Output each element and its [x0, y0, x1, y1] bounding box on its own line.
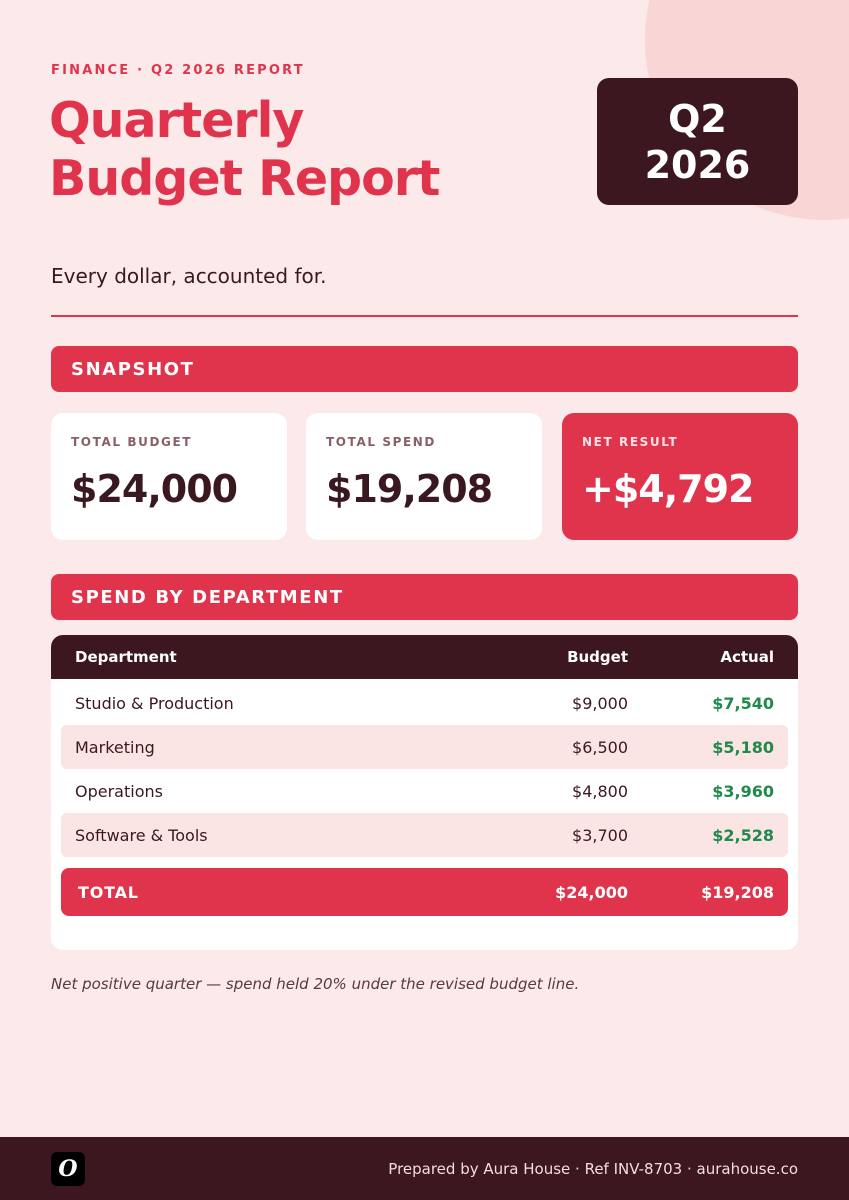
table-row: [61, 813, 788, 857]
total-budget-card: [51, 413, 287, 540]
badge-quarter: Q2: [668, 96, 727, 141]
cell-budget: $4,800: [572, 781, 628, 801]
department-heading: SPEND BY DEPARTMENT: [51, 574, 798, 620]
card-label: NET RESULT: [582, 435, 679, 449]
column-header-department: Department: [75, 648, 177, 666]
footer-credits: Prepared by Aura House · Ref INV-8703 · aurahouse.co: [388, 1159, 798, 1178]
cell-department: Software & Tools: [75, 825, 208, 845]
total-label: TOTAL: [78, 882, 139, 902]
cell-budget: $3,700: [572, 825, 628, 845]
snapshot-heading: SNAPSHOT: [51, 346, 798, 392]
title-line-2: Budget Report: [49, 150, 440, 207]
eyebrow-label: FINANCE · Q2 2026 REPORT: [51, 63, 305, 78]
page-title: [49, 92, 439, 208]
cell-budget: $9,000: [572, 693, 628, 713]
total-row: [61, 868, 788, 916]
cell-department: Marketing: [75, 737, 155, 757]
cell-actual: $2,528: [712, 825, 774, 845]
quarter-badge: [597, 78, 798, 205]
total-spend-card: [306, 413, 542, 540]
card-value: $24,000: [71, 467, 238, 511]
table-row: [61, 769, 788, 813]
table-row: [61, 725, 788, 769]
brand-logo-icon: O: [51, 1152, 85, 1186]
table-row: [61, 681, 788, 725]
total-actual: $19,208: [701, 882, 774, 902]
card-value: +$4,792: [582, 467, 754, 511]
net-result-card: [562, 413, 798, 540]
divider: [51, 315, 798, 317]
cell-actual: $7,540: [712, 693, 774, 713]
footer: [0, 1137, 849, 1200]
cell-budget: $6,500: [572, 737, 628, 757]
badge-year: 2026: [644, 142, 751, 187]
title-line-1: Quarterly: [49, 92, 304, 149]
cell-actual: $3,960: [712, 781, 774, 801]
table-header: [51, 635, 798, 679]
column-header-actual: Actual: [720, 648, 774, 666]
cell-department: Studio & Production: [75, 693, 234, 713]
cell-actual: $5,180: [712, 737, 774, 757]
card-label: TOTAL BUDGET: [71, 435, 193, 449]
footnote: Net positive quarter — spend held 20% under the revised budget line.: [51, 975, 580, 993]
card-label: TOTAL SPEND: [326, 435, 436, 449]
cell-department: Operations: [75, 781, 163, 801]
column-header-budget: Budget: [567, 648, 628, 666]
total-budget: $24,000: [555, 882, 628, 902]
department-table: [51, 635, 798, 950]
tagline: Every dollar, accounted for.: [51, 264, 327, 288]
card-value: $19,208: [326, 467, 493, 511]
